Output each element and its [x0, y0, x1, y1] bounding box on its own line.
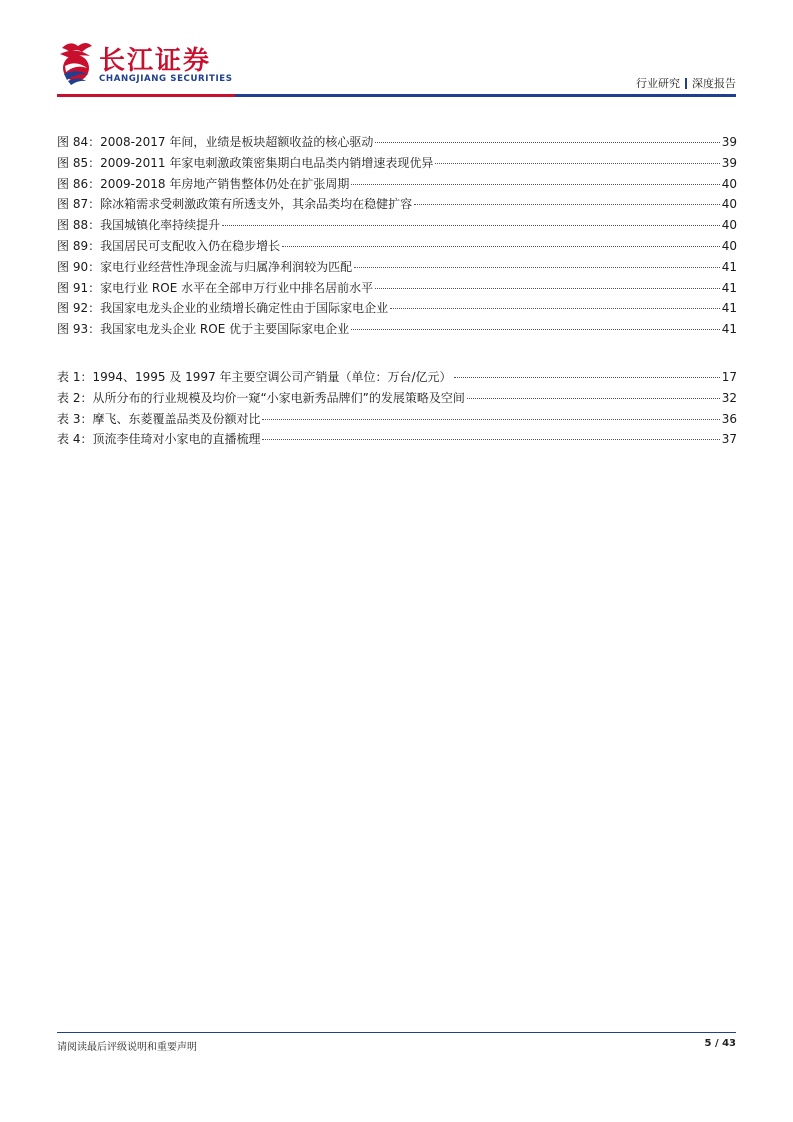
dot-leader: [222, 225, 720, 226]
figure-list: [57, 132, 737, 340]
entry-page: 32: [721, 390, 737, 405]
entry-title: 2009-2011 年家电刺激政策密集期白电品类内销增速表现优异: [100, 155, 434, 170]
dot-leader: [375, 288, 720, 289]
entry-label: 表 1：: [57, 370, 93, 384]
dot-leader: [262, 419, 719, 420]
entry-page: 41: [721, 259, 737, 274]
page-number: 5 / 43: [704, 1038, 736, 1049]
entry-page: 39: [721, 135, 737, 149]
entry-label: 图 88：: [57, 218, 101, 233]
entry-title: 摩飞、东菱覆盖品类及份额对比: [92, 411, 261, 426]
entry-label: 图 84：: [57, 135, 101, 149]
toc-entry-table[interactable]: [57, 409, 737, 430]
entry-title: 从所分布的行业规模及均价一窥“小家电新秀品牌们”的发展策略及空间: [92, 390, 465, 405]
entry-label: 表 3：: [57, 411, 93, 426]
entry-title: 家电行业经营性净现金流与归属净利润较为匹配: [100, 259, 353, 274]
toc-entry-figure[interactable]: [57, 298, 737, 319]
entry-label: 图 90：: [57, 259, 101, 274]
toc-entry-figure[interactable]: [57, 257, 737, 278]
toc-entry-figure[interactable]: [57, 278, 737, 299]
footer-rule: [57, 1032, 736, 1033]
brand-name-cn: 长江证券: [99, 46, 212, 76]
entry-label: 图 87：: [57, 197, 101, 212]
table-list: [57, 367, 737, 450]
toc-entry-figure[interactable]: [57, 174, 737, 195]
entry-page: 41: [721, 280, 737, 295]
header-separator: [685, 78, 687, 89]
entry-title: 1994、1995 及 1997 年主要空调公司产销量（单位：万台/亿元）: [92, 370, 452, 384]
entry-page: 41: [721, 301, 737, 316]
entry-page: 17: [721, 370, 737, 384]
entry-label: 图 91：: [57, 280, 101, 295]
entry-label: 表 2：: [57, 390, 93, 405]
dot-leader: [467, 398, 720, 399]
company-logo: [56, 38, 246, 90]
dot-leader: [351, 184, 719, 185]
brand-name-en: CHANGJIANG SECURITIES: [99, 74, 233, 84]
dot-leader: [354, 267, 720, 268]
entry-page: 40: [721, 218, 737, 233]
entry-title: 我国居民可支配收入仍在稳步增长: [100, 238, 281, 253]
entry-label: 图 92：: [57, 301, 101, 316]
toc-entry-table[interactable]: [57, 388, 737, 409]
logo-emblem-icon: [56, 38, 96, 88]
entry-title: 我国家电龙头企业的业绩增长确定性由于国际家电企业: [100, 301, 389, 316]
toc-entry-table[interactable]: [57, 367, 737, 388]
toc-entry-figure[interactable]: [57, 153, 737, 174]
report-category: [636, 75, 736, 91]
entry-page: 40: [721, 238, 737, 253]
dot-leader: [282, 246, 720, 247]
entry-label: 图 86：: [57, 176, 101, 191]
entry-page: 37: [721, 432, 737, 447]
entry-title: 顶流李佳琦对小家电的直播梳理: [92, 432, 261, 447]
entry-title: 我国家电龙头企业 ROE 优于主要国际家电企业: [100, 322, 350, 337]
dot-leader: [351, 329, 720, 330]
category-label: 行业研究: [636, 77, 680, 90]
footer-disclaimer: 请阅读最后评级说明和重要声明: [57, 1042, 197, 1053]
dot-leader: [375, 142, 719, 143]
toc-entry-figure[interactable]: [57, 236, 737, 257]
entry-label: 图 89：: [57, 238, 101, 253]
entry-page: 39: [721, 155, 737, 170]
entry-title: 2009-2018 年房地产销售整体仍处在扩张周期: [100, 176, 350, 191]
entry-label: 图 85：: [57, 155, 101, 170]
dot-leader: [454, 377, 720, 378]
dot-leader: [262, 439, 719, 440]
header-rule-red: [57, 94, 235, 97]
entry-page: 40: [721, 176, 737, 191]
entry-title: 家电行业 ROE 水平在全部申万行业中排名居前水平: [100, 280, 374, 295]
toc-entry-figure[interactable]: [57, 319, 737, 340]
entry-title: 我国城镇化率持续提升: [100, 218, 221, 233]
entry-title: 2008-2017 年间，业绩是板块超额收益的核心驱动: [100, 135, 374, 149]
dot-leader: [435, 163, 719, 164]
dot-leader: [414, 204, 720, 205]
report-type-label: 深度报告: [692, 77, 736, 90]
toc-entry-figure[interactable]: [57, 132, 737, 153]
header-rule: [57, 94, 736, 97]
entry-page: 40: [721, 197, 737, 212]
entry-label: 图 93：: [57, 322, 101, 337]
toc-entry-table[interactable]: [57, 429, 737, 450]
entry-page: 36: [721, 411, 737, 426]
entry-label: 表 4：: [57, 432, 93, 447]
header-rule-blue: [235, 94, 736, 97]
dot-leader: [390, 308, 720, 309]
entry-title: 除冰箱需求受刺激政策有所透支外，其余品类均在稳健扩容: [100, 197, 413, 212]
entry-page: 41: [721, 322, 737, 337]
toc-entry-figure[interactable]: [57, 194, 737, 215]
toc-entry-figure[interactable]: [57, 215, 737, 236]
